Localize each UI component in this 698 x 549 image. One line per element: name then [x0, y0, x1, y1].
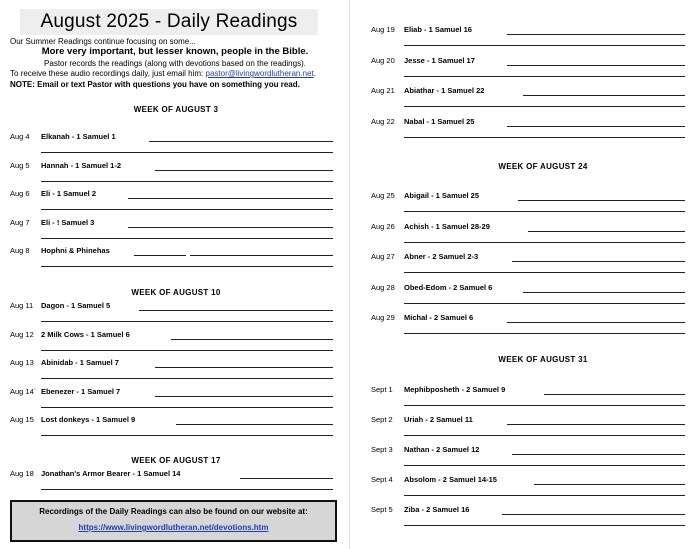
entry-notes-line — [41, 378, 333, 379]
entry-date: Sept 5 — [371, 505, 393, 514]
entry-reading: Abner - 2 Samuel 2-3 — [404, 252, 479, 261]
entry-reading: Uriah - 2 Samuel 11 — [404, 415, 473, 424]
entry-reading: Abiathar - 1 Samuel 22 — [404, 86, 485, 95]
reading-entry — [352, 313, 698, 333]
reading-entry — [0, 161, 345, 181]
intro-line-4-suffix: . — [313, 69, 316, 78]
entry-notes-line — [404, 137, 685, 138]
footer-text: Recordings of the Daily Readings can also be found on our website at: — [39, 507, 308, 516]
entry-notes-line — [41, 209, 333, 210]
reading-entry — [352, 86, 698, 106]
entry-date: Aug 21 — [371, 86, 395, 95]
entry-date: Aug 5 — [10, 160, 30, 170]
entry-underline — [523, 292, 685, 293]
entry-reading: Lost donkeys - 1 Samuel 9 — [41, 415, 136, 424]
week-header: WEEK OF AUGUST 3 — [133, 105, 219, 114]
entry-reading: 2 Milk Cows - 1 Samuel 6 — [41, 329, 130, 339]
entry-date: Sept 2 — [371, 415, 393, 424]
reading-entry — [352, 505, 698, 525]
entry-underline — [176, 424, 333, 425]
entry-date: Aug 6 — [10, 189, 30, 198]
footer-box — [10, 500, 337, 542]
reading-entry — [0, 415, 345, 435]
entry-notes-line — [404, 45, 685, 46]
reading-entry — [352, 445, 698, 465]
intro-note: NOTE: Email or text Pastor with questions you have on something you read. — [10, 80, 300, 89]
entry-date: Sept 4 — [371, 475, 393, 484]
entry-notes-line — [41, 435, 333, 436]
entry-underline — [155, 396, 333, 397]
reading-entry — [352, 191, 698, 211]
entry-date: Aug 27 — [371, 252, 395, 261]
entry-date: Aug 26 — [371, 221, 395, 231]
footer-link[interactable]: https://www.livingwordlutheran.net/devotions.htm — [78, 523, 269, 532]
entry-date: Aug 7 — [10, 217, 30, 227]
entry-date: Aug 29 — [371, 313, 395, 322]
entry-reading: Absolom - 2 Samuel 14-15 — [404, 475, 497, 484]
entry-date: Sept 3 — [371, 445, 393, 454]
intro-line-4 — [10, 69, 340, 79]
entry-underline — [134, 255, 186, 256]
entry-underline — [139, 310, 333, 311]
reading-entry — [0, 189, 345, 209]
entry-date: Aug 18 — [10, 469, 34, 478]
entry-reading: Jonathan's Armor Bearer - 1 Samuel 14 — [41, 469, 181, 478]
reading-entry — [0, 330, 345, 350]
entry-date: Aug 22 — [371, 116, 395, 126]
right-column — [352, 0, 698, 549]
entry-reading: Abigail - 1 Samuel 25 — [404, 191, 480, 200]
entry-underline — [502, 514, 685, 515]
entry-underline — [507, 34, 685, 35]
entry-notes-line — [41, 181, 333, 182]
entry-underline — [518, 200, 685, 201]
entry-notes-line — [404, 525, 685, 526]
entry-reading: Hannah - 1 Samuel 1-2 — [41, 160, 122, 170]
intro-line-1: Our Summer Readings continue focusing on some... — [10, 37, 196, 46]
week-header: WEEK OF AUGUST 10 — [131, 288, 221, 297]
entry-reading: Nabal - 1 Samuel 25 — [404, 116, 475, 126]
entry-date: Aug 11 — [10, 301, 34, 310]
entry-underline — [128, 198, 333, 199]
entry-reading: Elkanah - 1 Samuel 1 — [41, 132, 116, 141]
reading-entry — [352, 56, 698, 76]
reading-entry — [352, 117, 698, 137]
entry-reading: Nathan - 2 Samuel 12 — [404, 445, 480, 454]
entry-date: Sept 1 — [371, 385, 393, 394]
page-divider — [349, 0, 350, 549]
entry-underline — [155, 170, 333, 171]
reading-entry — [0, 469, 345, 489]
entry-reading: Dagon - 1 Samuel 5 — [41, 301, 111, 310]
entry-underline-extra — [190, 255, 333, 256]
entry-notes-line — [41, 321, 333, 322]
entry-notes-line — [41, 489, 333, 490]
entry-date: Aug 13 — [10, 358, 34, 367]
entry-underline — [507, 424, 685, 425]
page-title: August 2025 - Daily Readings — [20, 9, 318, 35]
entry-underline — [507, 126, 685, 127]
reading-entry — [352, 415, 698, 435]
reading-entry — [352, 222, 698, 242]
entry-notes-line — [404, 495, 685, 496]
entry-underline — [507, 65, 685, 66]
entry-reading: Ebenezer - 1 Samuel 7 — [41, 386, 121, 396]
entry-notes-line — [404, 333, 685, 334]
entry-underline — [523, 95, 685, 96]
entry-reading: Abinidab - 1 Samuel 7 — [41, 358, 119, 367]
entry-notes-line — [41, 238, 333, 239]
entry-reading: Michal - 2 Samuel 6 — [404, 313, 474, 322]
entry-reading: Achish - 1 Samuel 28-29 — [404, 221, 490, 231]
entry-notes-line — [41, 152, 333, 153]
entry-date: Aug 28 — [371, 282, 395, 292]
entry-date: Aug 4 — [10, 132, 30, 141]
intro-line-2: More very important, but lesser known, people in the Bible. — [41, 46, 309, 57]
entry-underline — [240, 478, 333, 479]
entry-reading: Ziba - 2 Samuel 16 — [404, 505, 470, 514]
entry-reading: Eli - 1 Samuel 2 — [41, 189, 97, 198]
intro-line-4-prefix: To receive these audio recordings daily, just email him: — [10, 69, 204, 78]
entry-notes-line — [404, 76, 685, 77]
entry-date: Aug 12 — [10, 329, 34, 339]
entry-notes-line — [404, 303, 685, 304]
entry-reading: Jesse - 1 Samuel 17 — [404, 55, 475, 65]
entry-date: Aug 25 — [371, 191, 395, 200]
entry-reading: Obed-Edom - 2 Samuel 6 — [404, 282, 493, 292]
week-header: WEEK OF AUGUST 31 — [498, 355, 588, 364]
entry-underline — [149, 141, 333, 142]
entry-underline — [128, 227, 333, 228]
entry-date: Aug 15 — [10, 415, 34, 424]
reading-entry — [352, 475, 698, 495]
week-header: WEEK OF AUGUST 24 — [498, 162, 588, 171]
entry-notes-line — [404, 211, 685, 212]
entry-underline — [507, 322, 685, 323]
entry-date: Aug 19 — [371, 25, 395, 34]
reading-entry — [0, 387, 345, 407]
entry-reading: Eli - ! Samuel 3 — [41, 217, 95, 227]
entry-underline — [171, 339, 333, 340]
entry-date: Aug 20 — [371, 55, 395, 65]
entry-notes-line — [404, 106, 685, 107]
entry-notes-line — [404, 465, 685, 466]
week-header: WEEK OF AUGUST 17 — [131, 456, 221, 465]
entry-notes-line — [404, 242, 685, 243]
reading-entry — [0, 218, 345, 238]
entry-notes-line — [41, 407, 333, 408]
reading-entry — [352, 25, 698, 45]
reading-entry — [0, 301, 345, 321]
entry-underline — [534, 484, 685, 485]
entry-date: Aug 8 — [10, 246, 30, 255]
intro-line-3: Pastor records the readings (along with devotions based on the readings). — [44, 59, 306, 68]
entry-underline — [544, 394, 685, 395]
entry-underline — [512, 261, 685, 262]
entry-notes-line — [404, 272, 685, 273]
entry-notes-line — [404, 405, 685, 406]
entry-notes-line — [41, 266, 333, 267]
entry-notes-line — [41, 350, 333, 351]
entry-reading: Eliab - 1 Samuel 16 — [404, 25, 472, 34]
entry-date: Aug 14` — [10, 386, 37, 396]
entry-underline — [528, 231, 685, 232]
entry-reading: Mephibposheth - 2 Samuel 9 — [404, 385, 506, 394]
entry-underline — [512, 454, 685, 455]
email-link[interactable]: pastor@livingwordlutheran.net — [205, 69, 314, 78]
reading-entry — [352, 385, 698, 405]
left-column — [0, 0, 345, 549]
reading-entry — [0, 132, 345, 152]
entry-underline — [155, 367, 333, 368]
reading-entry — [0, 358, 345, 378]
reading-entry — [0, 246, 345, 266]
reading-entry — [352, 252, 698, 272]
entry-notes-line — [404, 435, 685, 436]
reading-entry — [352, 283, 698, 303]
entry-reading: Hophni & Phinehas — [41, 246, 110, 255]
